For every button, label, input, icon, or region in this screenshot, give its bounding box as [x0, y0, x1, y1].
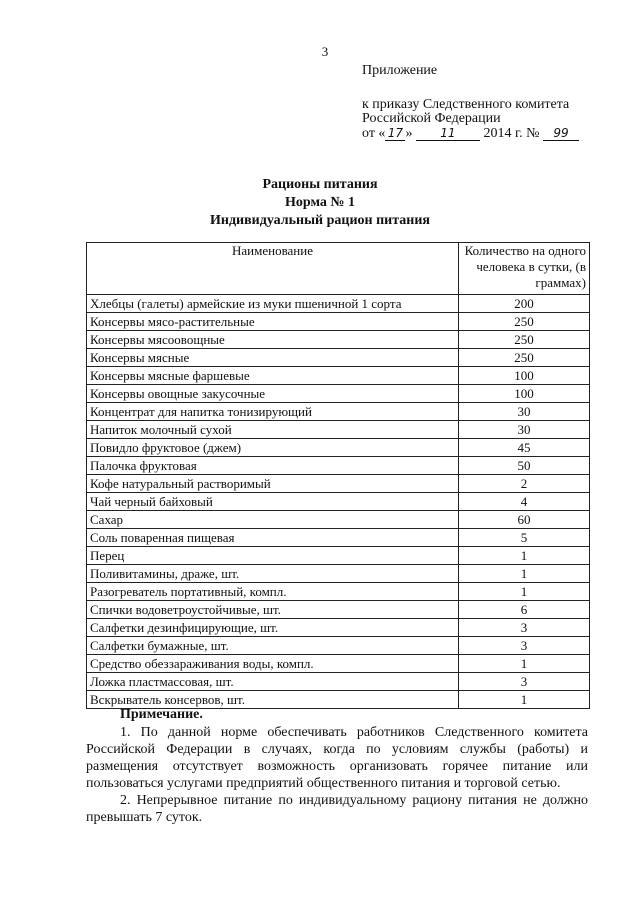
page-number: 3: [321, 44, 329, 59]
row-item-name: Ложка пластмассовая, шт.: [87, 673, 459, 691]
row-item-quantity: 1: [459, 691, 590, 709]
row-item-quantity: 250: [459, 331, 590, 349]
table-row: [87, 637, 590, 655]
date-prefix: от «: [362, 126, 386, 141]
row-item-quantity: 50: [459, 457, 590, 475]
table-row: [87, 457, 590, 475]
table-row: [87, 493, 590, 511]
row-item-name: Соль поваренная пищевая: [87, 529, 459, 547]
table-row: [87, 475, 590, 493]
date-year: 2014 г. №: [483, 126, 540, 141]
row-item-name: Кофе натуральный растворимый: [87, 475, 459, 493]
row-item-name: Салфетки дезинфицирующие, шт.: [87, 619, 459, 637]
table-body: [87, 295, 590, 709]
row-item-name: Поливитамины, драже, шт.: [87, 565, 459, 583]
table-row: [87, 583, 590, 601]
row-item-quantity: 250: [459, 313, 590, 331]
table-row: [87, 547, 590, 565]
note-1: 1. По данной норме обеспечивать работников Следственного комитета Российской Федерации в случаях, когда по условиям службы (работы) и размещения отсутствует возможность организовать горячее питание или пользоваться услугами предприятий общественного питания и торговой сетью.: [86, 725, 588, 791]
row-item-quantity: 1: [459, 565, 590, 583]
date-mid: »: [405, 126, 413, 141]
notes-section: [86, 706, 588, 826]
table-row: [87, 295, 590, 313]
row-item-name: Консервы овощные закусочные: [87, 385, 459, 403]
table-row: [87, 403, 590, 421]
appendix-block: [362, 64, 622, 141]
table-row: [87, 421, 590, 439]
table-row: [87, 349, 590, 367]
table-row: [87, 367, 590, 385]
table-row: [87, 511, 590, 529]
row-item-quantity: 3: [459, 637, 590, 655]
column-header-name: Наименование: [87, 243, 459, 295]
row-item-quantity: 1: [459, 583, 590, 601]
row-item-name: Напиток молочный сухой: [87, 421, 459, 439]
note-2: 2. Непрерывное питание по индивидуальному рациону питания не должно превышать 7 суток.: [86, 793, 588, 825]
table-row: [87, 385, 590, 403]
table-row: [87, 331, 590, 349]
row-item-name: Средство обеззараживания воды, компл.: [87, 655, 459, 673]
row-item-name: Консервы мясо-растительные: [87, 313, 459, 331]
table-row: [87, 673, 590, 691]
table-row: [87, 313, 590, 331]
row-item-name: Чай черный байховый: [87, 493, 459, 511]
heading-line2: Норма № 1: [285, 195, 355, 210]
row-item-name: Консервы мясоовощные: [87, 331, 459, 349]
table-row: [87, 655, 590, 673]
row-item-name: Повидло фруктовое (джем): [87, 439, 459, 457]
ration-table: [86, 242, 590, 709]
appendix-line1: к приказу Следственного комитета: [362, 97, 570, 112]
row-item-name: Вскрыватель консервов, шт.: [87, 691, 459, 709]
appendix-date-line: [362, 126, 622, 141]
handwritten-day: 17: [385, 126, 405, 141]
row-item-quantity: 30: [459, 421, 590, 439]
row-item-quantity: 3: [459, 673, 590, 691]
row-item-quantity: 4: [459, 493, 590, 511]
column-header-quantity: Количество на одного человека в сутки, (в граммах): [459, 243, 590, 295]
row-item-quantity: 30: [459, 403, 590, 421]
row-item-name: Перец: [87, 547, 459, 565]
row-item-name: Концентрат для напитка тонизирующий: [87, 403, 459, 421]
table-row: [87, 439, 590, 457]
row-item-name: Разогреватель портативный, компл.: [87, 583, 459, 601]
row-item-name: Палочка фруктовая: [87, 457, 459, 475]
handwritten-month: 11: [416, 126, 480, 141]
table-row: [87, 529, 590, 547]
row-item-quantity: 250: [459, 349, 590, 367]
row-item-quantity: 5: [459, 529, 590, 547]
row-item-name: Хлебцы (галеты) армейские из муки пшеничной 1 сорта: [87, 295, 459, 313]
heading-line1: Рационы питания: [262, 177, 378, 192]
appendix-title: Приложение: [362, 63, 438, 78]
row-item-name: Сахар: [87, 511, 459, 529]
row-item-name: Консервы мясные: [87, 349, 459, 367]
appendix-line2: Российской Федерации: [362, 111, 501, 126]
row-item-quantity: 200: [459, 295, 590, 313]
table-row: [87, 565, 590, 583]
row-item-name: Консервы мясные фаршевые: [87, 367, 459, 385]
row-item-name: Салфетки бумажные, шт.: [87, 637, 459, 655]
table-row: [87, 619, 590, 637]
row-item-quantity: 2: [459, 475, 590, 493]
heading-line3: Индивидуальный рацион питания: [210, 213, 430, 228]
row-item-name: Спички водоветроустойчивые, шт.: [87, 601, 459, 619]
table-row: [87, 601, 590, 619]
handwritten-order-number: 99: [543, 126, 579, 141]
row-item-quantity: 45: [459, 439, 590, 457]
row-item-quantity: 1: [459, 547, 590, 565]
document-heading: [0, 176, 640, 230]
row-item-quantity: 60: [459, 511, 590, 529]
row-item-quantity: 6: [459, 601, 590, 619]
row-item-quantity: 1: [459, 655, 590, 673]
row-item-quantity: 100: [459, 367, 590, 385]
notes-heading: Примечание.: [120, 707, 203, 722]
row-item-quantity: 100: [459, 385, 590, 403]
row-item-quantity: 3: [459, 619, 590, 637]
